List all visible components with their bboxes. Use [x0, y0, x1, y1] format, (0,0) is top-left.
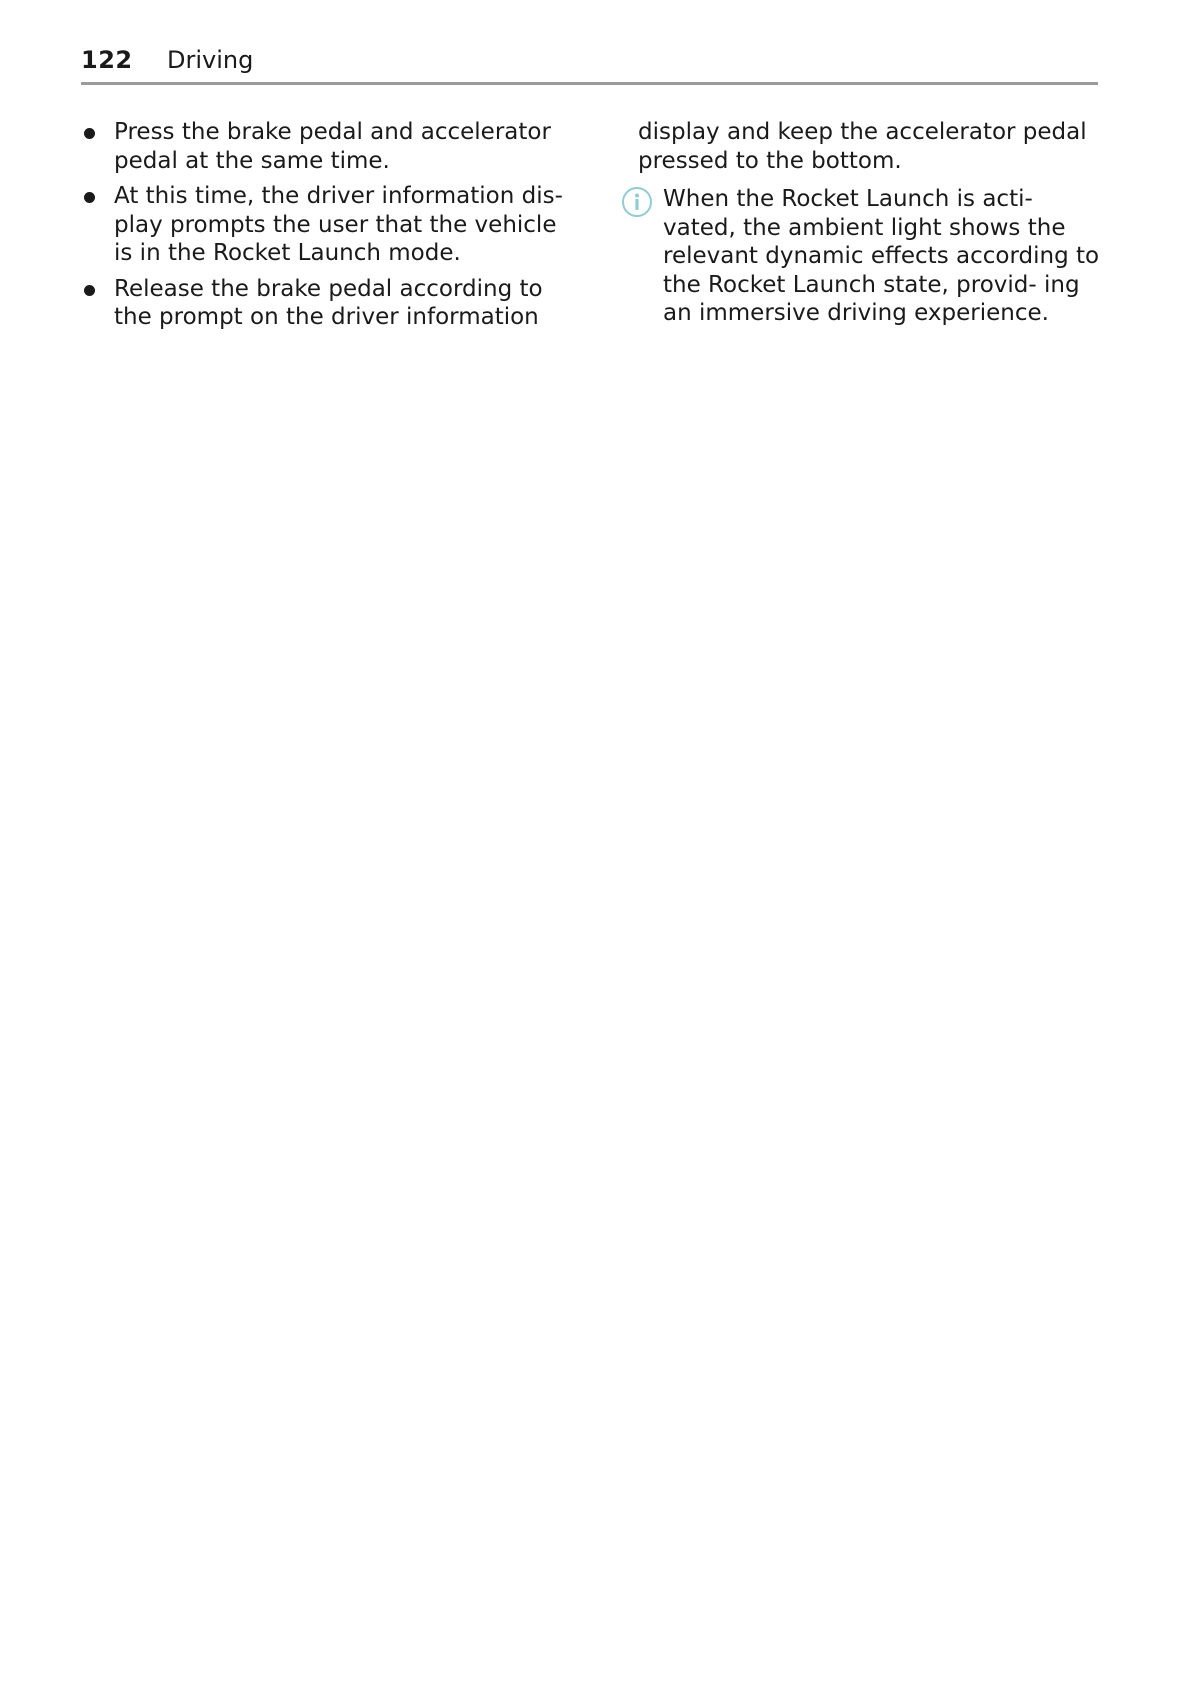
note-text: When the Rocket Launch is acti‑ vated, the ambient light shows the relevant dynamic effects according to the Rocket Launch state, provid‑ ing an immersive driving experience. [663, 186, 1100, 326]
list-item [81, 118, 581, 175]
info-icon [621, 186, 653, 218]
bullet-icon [84, 285, 95, 296]
list-item-text: Press the brake pedal and accelerator pedal at the same time. [114, 119, 551, 174]
list-item [81, 275, 581, 332]
list-item-continuation: display and keep the accelerator pedal pressed to the bottom. [638, 119, 1087, 174]
bullet-icon [84, 192, 95, 203]
section-title: Driving [167, 46, 254, 74]
list-item-text: At this time, the driver information dis‑ play prompts the user that the vehicle is in the Rocket Launch mode. [114, 183, 563, 266]
page-number: 122 [81, 46, 133, 74]
list-item-text: Release the brake pedal according to the prompt on the driver information [114, 275, 543, 330]
left-column [81, 118, 581, 339]
instruction-list [81, 118, 581, 332]
page-header [81, 44, 1098, 84]
list-item [81, 182, 581, 268]
info-note [638, 185, 1108, 328]
right-column [638, 118, 1108, 328]
header-divider [81, 82, 1098, 85]
bullet-icon [84, 128, 95, 139]
